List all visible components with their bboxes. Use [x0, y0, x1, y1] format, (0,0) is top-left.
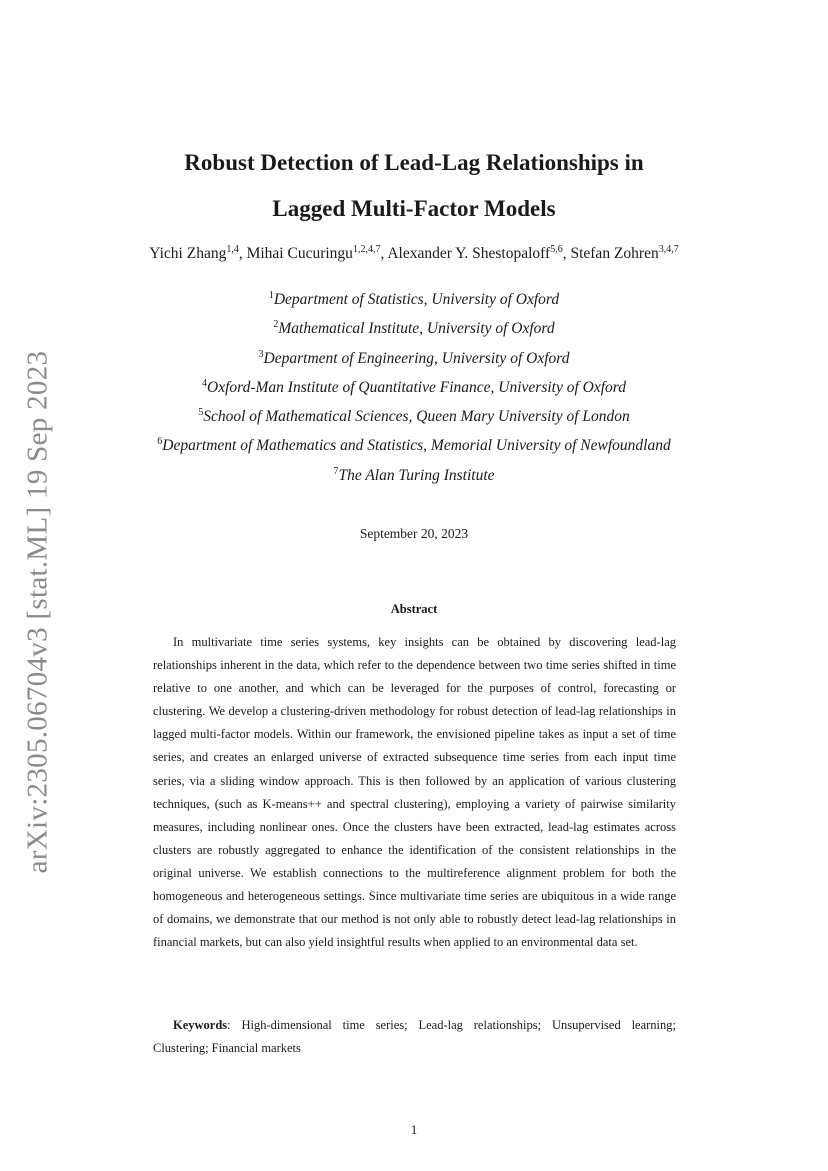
abstract-heading: Abstract: [390, 602, 438, 616]
author-separator: ,: [238, 245, 247, 262]
affiliation-text: Oxford-Man Institute of Quantitative Finance, University of Oxford: [207, 378, 626, 396]
affiliation-number: 4: [202, 377, 207, 389]
affiliation-number: 6: [157, 436, 163, 448]
affiliation-number: 7: [333, 465, 339, 477]
affiliation: [60, 314, 768, 343]
author-name: Yichi Zhang: [149, 245, 227, 262]
affiliation: [60, 344, 768, 373]
author-separator: ,: [380, 245, 388, 262]
affiliation-text: Department of Engineering, University of Oxford: [263, 349, 570, 367]
affiliation-text: Mathematical Institute, University of Oxford: [278, 320, 555, 338]
keywords-text: : High-dimensional time series; Lead-lag relationships; Unsupervised learning; Clustering; Financial markets: [153, 1018, 676, 1056]
affiliation: [60, 373, 768, 402]
publication-date: September 20, 2023: [359, 526, 469, 541]
affiliation-number: 3: [258, 348, 264, 360]
affiliation: [60, 285, 768, 314]
page-number: 1: [410, 1122, 418, 1137]
affiliation: [60, 402, 768, 431]
author-affiliation-marks: 1,2,4,7: [352, 244, 381, 255]
keywords-label: Keywords: [173, 1018, 228, 1032]
arxiv-identifier: arXiv:2305.06704v3 [stat.ML] 19 Sep 2023: [21, 350, 54, 874]
author-list: [80, 245, 748, 263]
author-name: Mihai Cucuringu: [246, 245, 353, 262]
author-separator: ,: [562, 245, 571, 262]
affiliation-number: 2: [273, 319, 279, 331]
affiliation: [60, 461, 768, 490]
affiliation-number: 1: [268, 290, 274, 301]
author-affiliation-marks: 1,4: [226, 244, 239, 255]
affiliation-text: School of Mathematical Sciences, Queen Mary University of London: [203, 408, 630, 426]
author-affiliation-marks: 5,6: [550, 244, 563, 255]
affiliation-list: [60, 285, 768, 490]
title-line-1: Robust Detection of Lead-Lag Relationships in: [184, 150, 644, 175]
abstract-text: In multivariate time series systems, key insights can be obtained by discovering lead-lag relationships inherent in the data, which refer to the dependence between two time series shifted in time relative to one another, and which can be leveraged for the purposes of control, forecasting or clustering. We develop a clustering-driven methodology for robust detection of lead-lag relationships in lagged multi-factor models. Within our framework, the envisioned pipeline takes as input a set of time series, and creates an enlarged universe of extracted subsequence time series from each input time series, via a sliding window approach. This is then followed by an application of various clustering techniques, (such as K-means++ and spectral clustering), employing a variety of pairwise similarity measures, including nonlinear ones. Once the clusters have been extracted, lead-lag estimates across clusters are robustly aggregated to enhance the identification of the consistent relationships in the original universe. We establish connections to the multireference alignment problem for both the homogeneous and heterogeneous settings. Since multivariate time series are ubiquitous in a wide range of domains, we demonstrate that our method is not only able to robustly detect lead-lag relationships in financial markets, but can also yield insightful results when applied to an environmental data set.: [153, 635, 676, 950]
affiliation-number: 5: [198, 407, 204, 419]
author-affiliation-marks: 3,4,7: [658, 244, 679, 255]
affiliation-text: Department of Mathematics and Statistics, Memorial University of Newfoundland: [162, 437, 671, 455]
title-line-2: Lagged Multi-Factor Models: [272, 196, 556, 221]
affiliation: [60, 431, 768, 460]
affiliation-text: Department of Statistics, University of Oxford: [273, 291, 560, 308]
author-name: Alexander Y. Shestopaloff: [387, 245, 551, 262]
affiliation-text: The Alan Turing Institute: [338, 466, 495, 484]
author-name: Stefan Zohren: [570, 245, 659, 262]
paper-title: [80, 140, 748, 232]
keywords-paragraph: [153, 1014, 676, 1060]
